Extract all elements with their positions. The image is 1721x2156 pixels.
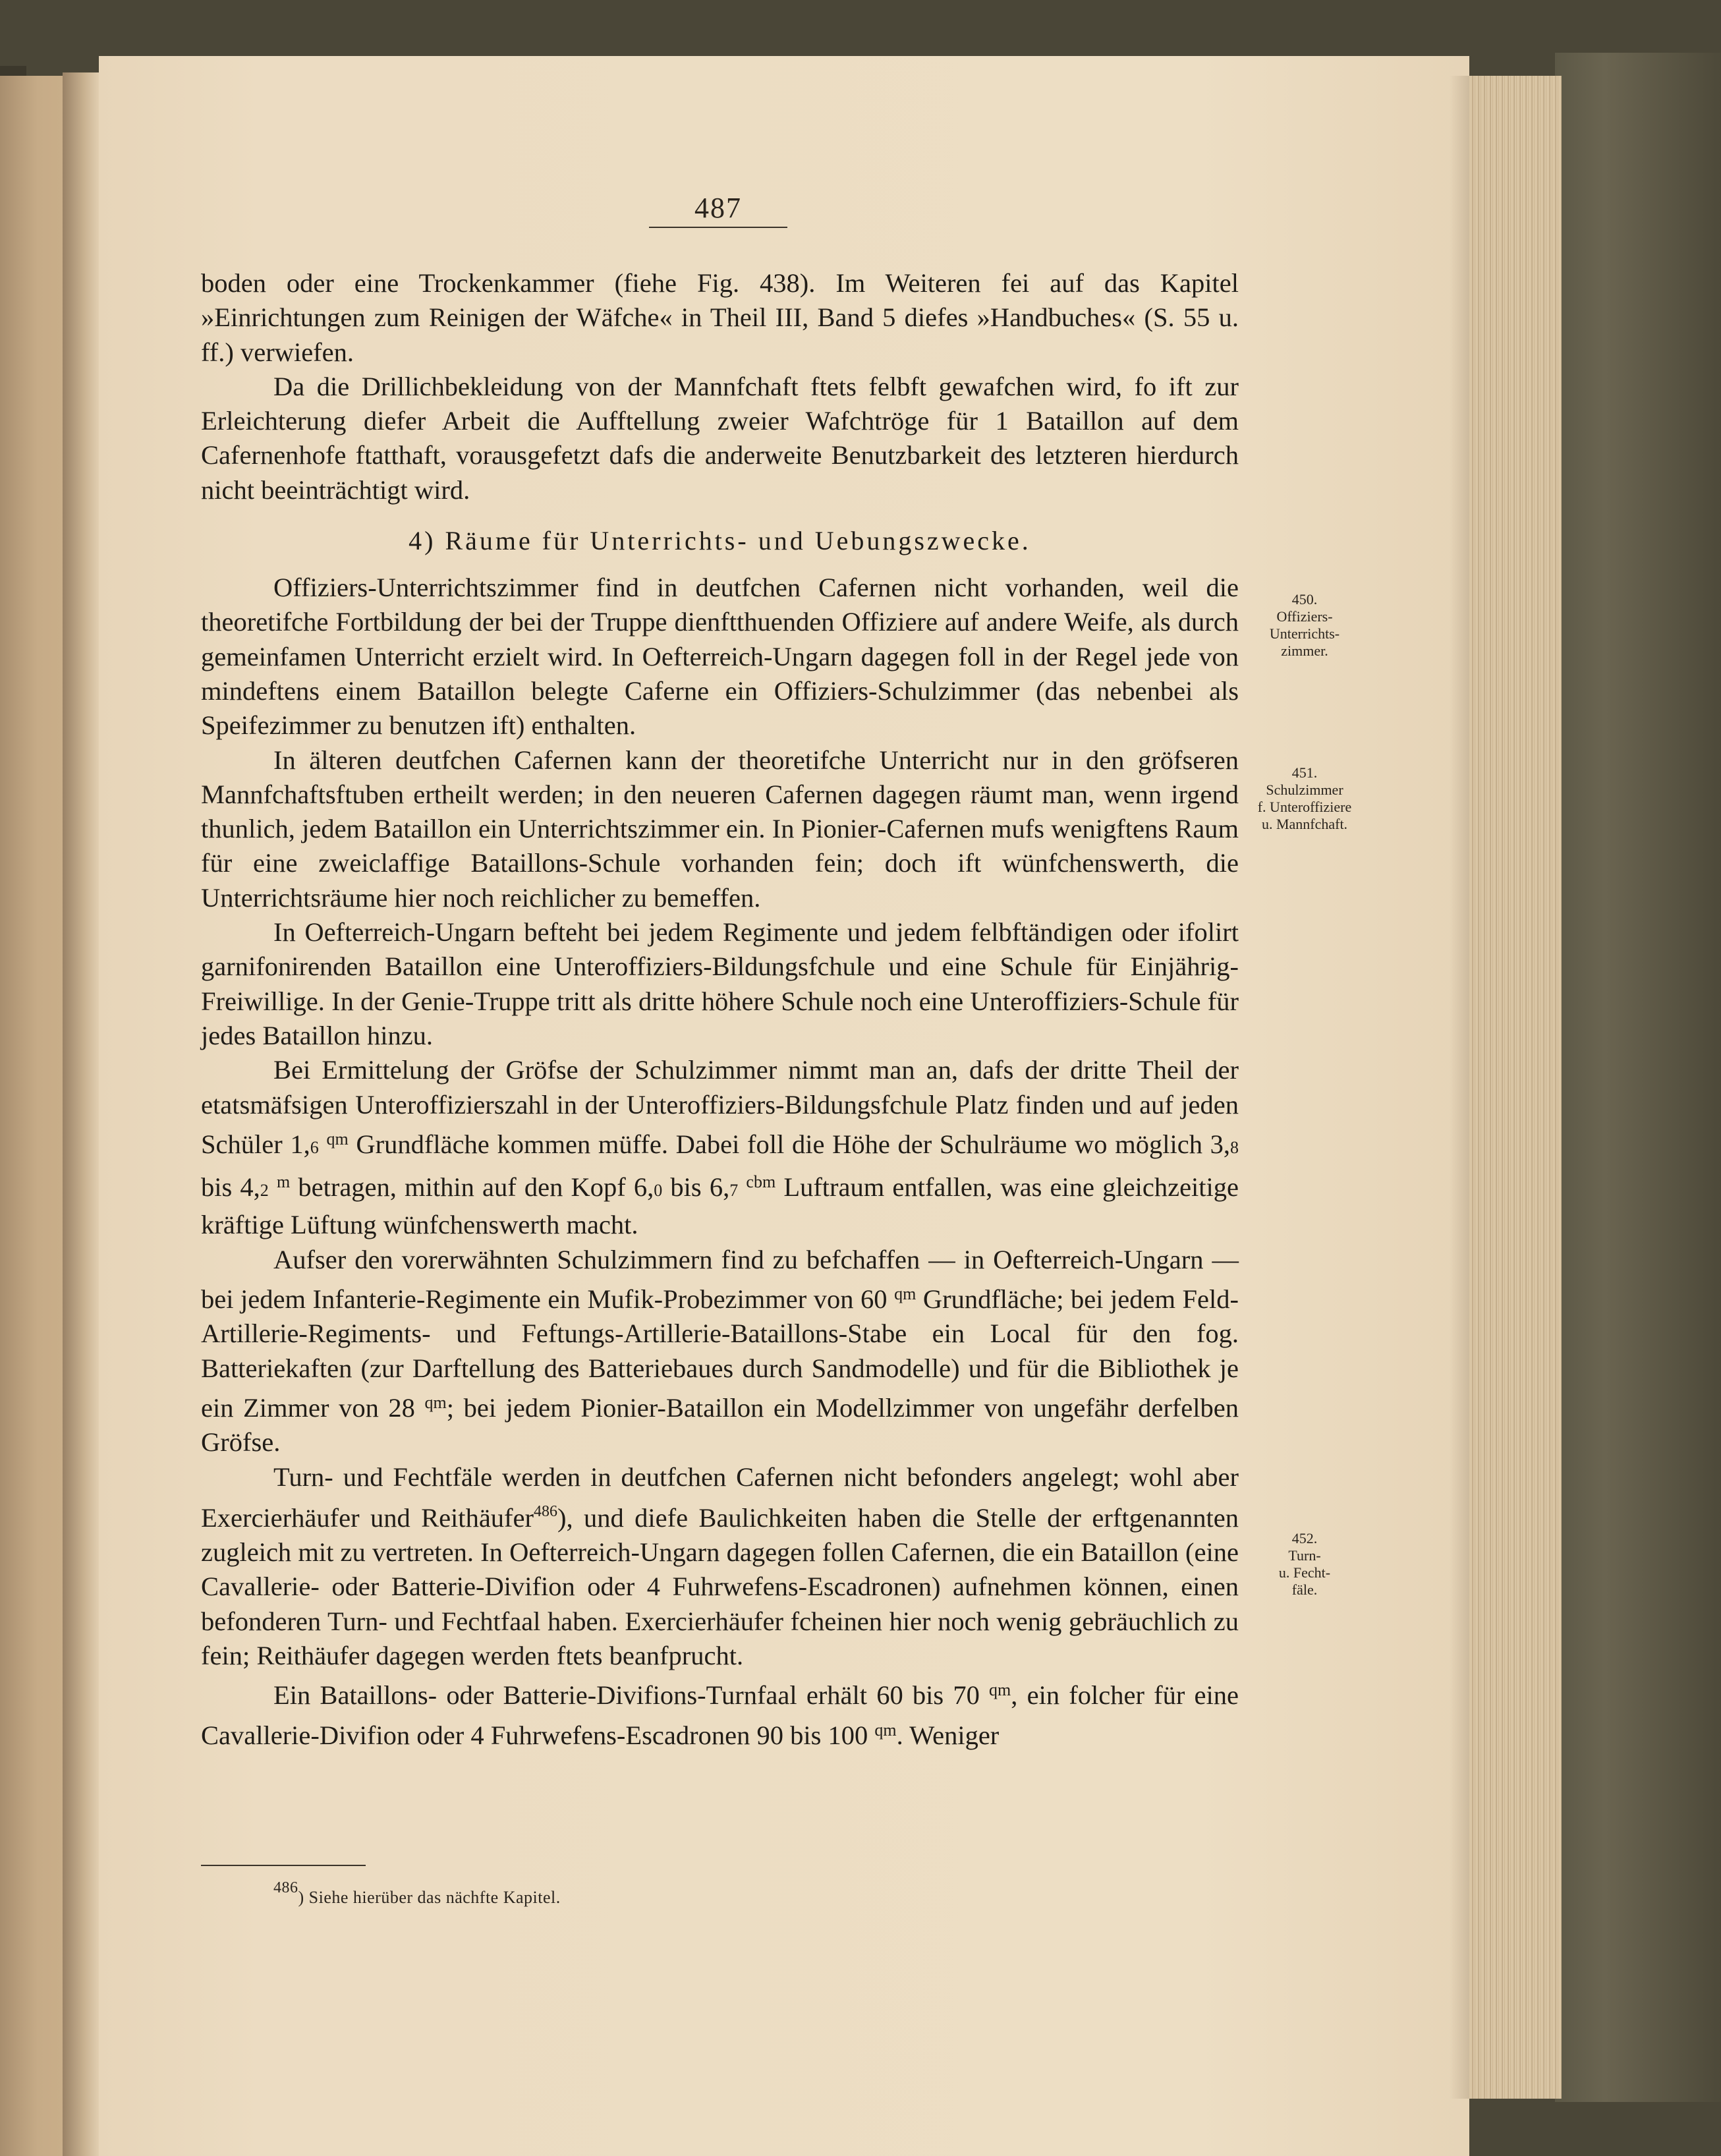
page-number-rule (649, 227, 787, 228)
paragraph-1: boden oder eine Trockenkammer (fiehe Fig. 438). Im Weiteren fei auf das Kapitel »Einrichtungen zum Reinigen der Wäfche« in Theil III, Band 5 diefes »Handbuches« (S. 55 u. ff.) verwiefen. (201, 268, 1239, 367)
margin-note-450: 450. Offiziers- Unterrichts- zimmer. (1269, 591, 1340, 659)
section-heading: 4) Räume für Unterrichts- und Uebungszwecke. (409, 526, 1031, 556)
footnote-rule (201, 1865, 366, 1866)
paragraph-2: Da die Drillichbekleidung von der Mannfchaft ftets felbft gewafchen wird, fo ift zur Erleichterung diefer Arbeit die Aufftellung zweier Wafchtröge für 1 Bataillon auf dem Cafernenhofe ftatthaft, vorausgefetzt dafs die anderweite Benutzbarkeit des letzteren hierdurch nicht beeinträchtigt wird. (201, 371, 1239, 505)
paragraph-6: Bei Ermittelung der Gröfse der Schulzimmer nimmt man an, dafs der dritte Theil der etatsmäfsigen Unteroffizierszahl in der Unteroffiziers-Bildungsfchule Platz finden und auf jeden Schüler 1,6 $^{qm}$ Grundfläche kommen müffe. Dabei foll die Höhe der Schulräume wo möglich 3,8 bis 4,2 $^m$ betragen, mithin auf den Kopf 6,0 bis 6,7 $^{cbm}$ Luftraum entfallen, was eine gleichzeitige kräftige Lüftung wünfchenswerth macht. (201, 1055, 1239, 1240)
page-edges (1468, 76, 1562, 2099)
page-number: 487 (694, 192, 742, 224)
footnote: 486) Siehe hierüber das nächfte Kapitel. (273, 1879, 561, 1907)
book-gutter (63, 72, 102, 2156)
margin-note-451: 451. Schulzimmer f. Unteroffiziere u. Mannfchaft. (1257, 764, 1352, 832)
footnote-ref: 486 (534, 1502, 557, 1520)
facing-page-edge (0, 76, 64, 2156)
paragraph-4: In älteren deutfchen Cafernen kann der theoretifche Unterricht nur in den gröfseren Mannfchaftsftuben ertheilt werden; in den neueren Cafernen dagegen räumt man, wenn irgend thunlich, jedem Bataillon ein Unterrichtszimmer ein. In Pionier-Cafernen mufs wenigftens Raum für eine zweiclaffige Bataillons-Schule vorhanden fein; doch ift wünfchenswerth, die Unterrichtsräume hier noch reichlicher zu bemeffen. (201, 745, 1239, 913)
paragraph-5: In Oefterreich-Ungarn befteht bei jedem Regimente und jedem felbftändigen oder ifolirt garnifonirenden Bataillon eine Unteroffiziers-Bildungsfchule und eine Schule für Einjährig-Freiwillige. In der Genie-Truppe tritt als dritte höhere Schule noch eine Unteroffiziers-Schule für jedes Bataillon hinzu. (201, 917, 1239, 1050)
book-cover-right (1555, 53, 1721, 2102)
paragraph-8: Turn- und Fechtfäle werden in deutfchen Cafernen nicht befonders angelegt; wohl aber Exercierhäufer und Reithäufer$^{486}$), und diefe Baulichkeiten haben die Stelle der erftgenannten zugleich mit zu vertreten. In Oefterreich-Ungarn dagegen follen Cafernen, die ein Bataillon (eine Cavallerie- oder Batterie-Divifion oder 4 Fuhrwefens-Escadronen) aufnehmen können, einen befonderen Turn- und Fechtfaal haben. Exercierhäufer fcheinen hier noch wenig gebräuchlich zu fein; Reithäufer dagegen werden ftets beanfprucht. (201, 1461, 1239, 1670)
main-text (201, 266, 1239, 1753)
page-edge-shadow (1450, 76, 1469, 2099)
paragraph-7: Aufser den vorerwähnten Schulzimmern find zu befchaffen — in Oefterreich-Ungarn — bei jedem Infanterie-Regimente ein Mufik-Probezimmer von 60 $^{qm}$ Grundfläche; bei jedem Feld-Artillerie-Regiments- und Feftungs-Artillerie-Bataillons-Stabe ein Local für den fog. Batteriekaften (zur Darftellung des Batteriebaues durch Sandmodelle) und für die Bibliothek je ein Zimmer von 28 $^{qm}$; bei jedem Pionier-Bataillon ein Modellzimmer von ungefähr derfelben Gröfse. (201, 1244, 1239, 1458)
paragraph-3: Offiziers-Unterrichtszimmer find in deutfchen Cafernen nicht vorhanden, weil die theoretifche Fortbildung der bei der Truppe dienftthuenden Offiziere auf andere Weife, als durch gemeinfamen Unterricht erzielt wird. In Oefterreich-Ungarn dagegen foll in der Regel jede von mindeftens einem Bataillon belegte Caferne ein Offiziers-Schulzimmer (das nebenbei als Speifezimmer zu benutzen ift) enthalten. (201, 573, 1239, 741)
paragraph-9: Ein Bataillons- oder Batterie-Divifions-Turnfaal erhält 60 bis 70 $^{qm}$, ein folcher für eine Cavallerie-Divifion oder 4 Fuhrwefens-Escadronen 90 bis 100 $^{qm}$. Weniger (201, 1680, 1239, 1750)
margin-note-452: 452. Turn- u. Fecht- fäle. (1278, 1530, 1331, 1598)
